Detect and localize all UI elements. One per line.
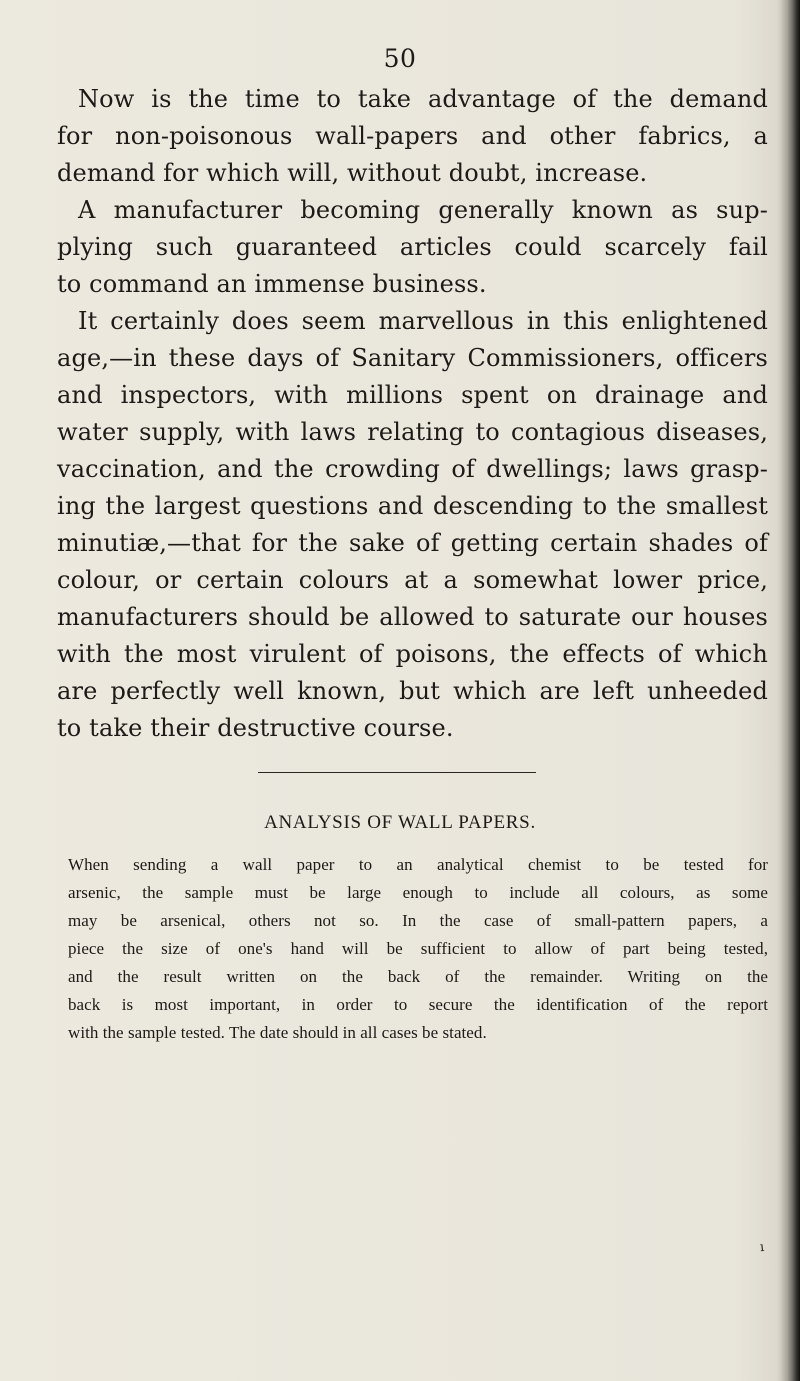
main-text-line-3: demand for which will, without doubt, increase. — [57, 159, 648, 187]
section-title: ANALYSIS OF WALL PAPERS. — [264, 812, 536, 833]
analysis-line-2: arsenic, the sample must be large enough to include all colours, as some — [68, 883, 768, 902]
main-text-line-13: minutiæ,—that for the sake of getting certain shades of — [57, 529, 768, 557]
marginal-mark: ı — [759, 1239, 765, 1256]
main-text-line-11: vaccination, and the crowding of dwellings; laws grasp- — [57, 455, 768, 483]
main-text-line-17: are perfectly well known, but which are left unheeded — [57, 677, 768, 705]
page-gutter-shadow — [780, 0, 800, 1381]
analysis-line-5: and the result written on the back of the remainder. Writing on the — [68, 967, 768, 986]
main-text-line-15: manufacturers should be allowed to saturate our houses — [57, 603, 768, 631]
main-text-line-5: plying such guaranteed articles could scarcely fail — [57, 233, 768, 261]
main-paragraphs — [57, 81, 768, 747]
main-text-line-7: It certainly does seem marvellous in this enlightened — [78, 307, 768, 335]
page-number: 50 — [383, 44, 417, 73]
main-text-line-18: to take their destructive course. — [57, 714, 454, 742]
analysis-line-1: When sending a wall paper to an analytical chemist to be tested for — [68, 855, 768, 874]
analysis-line-7: with the sample tested. The date should in all cases be stated. — [68, 1023, 487, 1042]
analysis-line-3: may be arsenical, others not so. In the case of small-pattern papers, a — [68, 911, 768, 930]
analysis-note — [68, 851, 768, 1047]
main-text-line-8: age,—in these days of Sanitary Commissioners, officers — [57, 344, 768, 372]
main-text-line-9: and inspectors, with millions spent on drainage and — [57, 381, 768, 409]
analysis-line-4: piece the size of one's hand will be sufficient to allow of part being tested, — [68, 939, 768, 958]
analysis-line-6: back is most important, in order to secure the identification of the report — [68, 995, 768, 1014]
main-text-line-2: for non-poisonous wall-papers and other fabrics, a — [57, 122, 768, 150]
main-text-line-6: to command an immense business. — [57, 270, 487, 298]
main-text-line-16: with the most virulent of poisons, the effects of which — [57, 640, 768, 668]
section-divider-rule — [258, 772, 536, 773]
main-text-line-14: colour, or certain colours at a somewhat lower price, — [57, 566, 768, 594]
main-text-line-4: A manufacturer becoming generally known as sup- — [78, 196, 768, 224]
main-text-line-12: ing the largest questions and descending to the smallest — [57, 492, 768, 520]
main-text-line-1: Now is the time to take advantage of the demand — [78, 85, 768, 113]
main-text-line-10: water supply, with laws relating to contagious diseases, — [57, 418, 768, 446]
